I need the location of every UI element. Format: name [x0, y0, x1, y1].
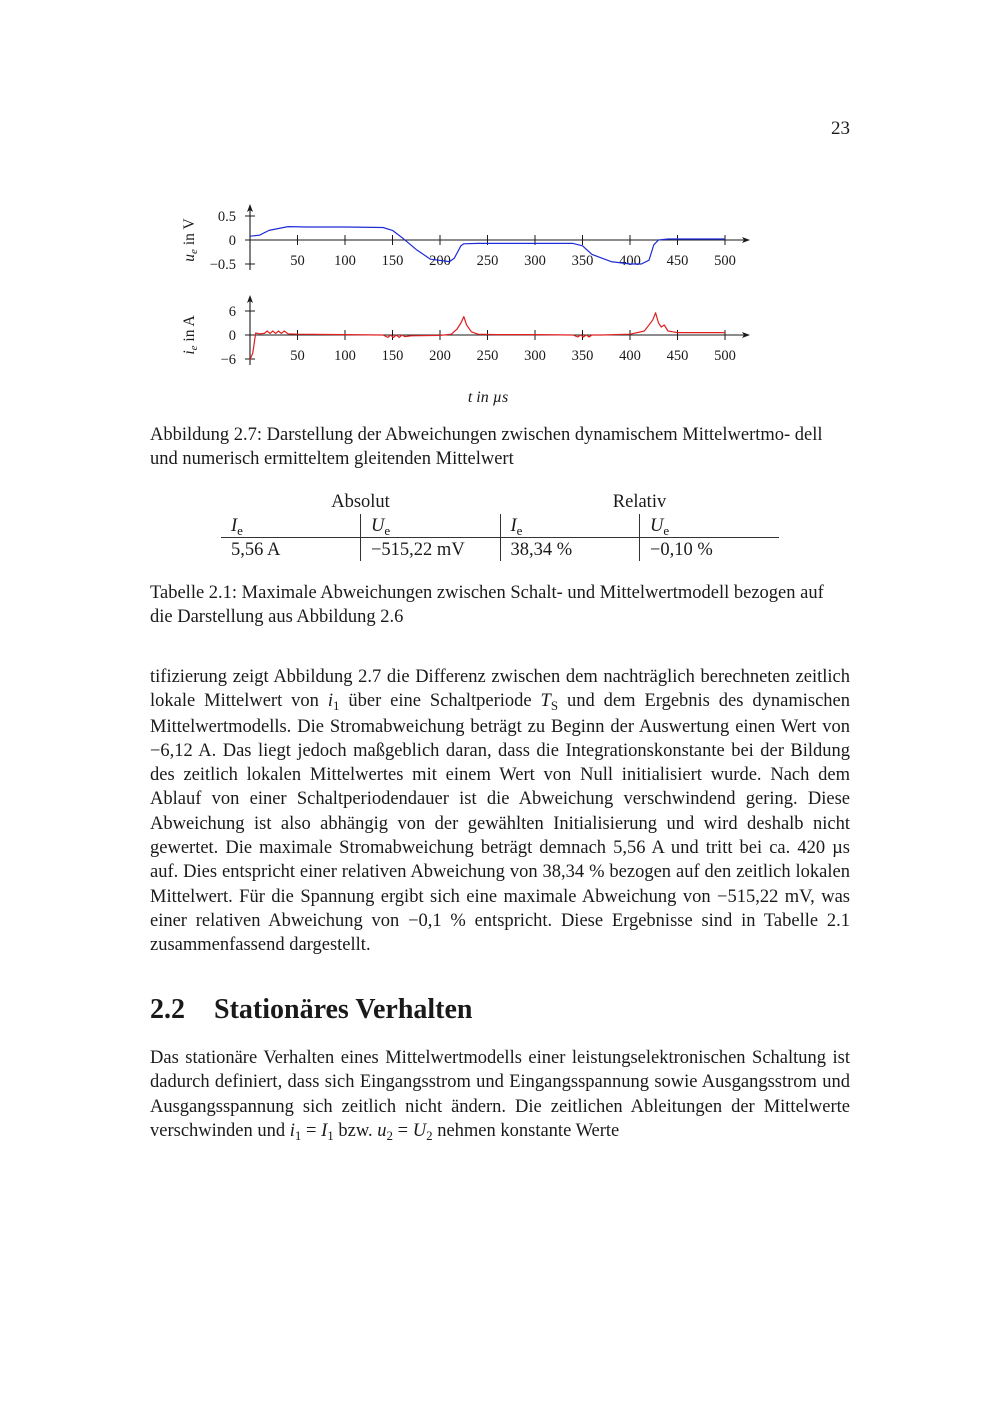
y-tick-label: 0	[228, 328, 236, 344]
deviation-table	[221, 490, 779, 561]
x-tick-label: 400	[619, 253, 641, 269]
x-tick-label: 250	[476, 348, 499, 364]
table-header-absolut: Absolut	[331, 491, 390, 512]
x-tick-label: 450	[666, 253, 689, 269]
body-paragraph: tifizierung zeigt Abbildung 2.7 die Differenz zwischen dem nachträglich berechneten zeitlich lokale Mittelwert von $i_1$ über eine Schaltperiode $T_S$ und dem Ergebnis des dynamischen Mittelwertmodells. Die Stromabweichung beträgt zu Beginn der Auswertung einen Wert von −6,12 A. Das liegt jedoch maßgeblich daran, dass die Integrationskonstante bei der Bildung des zeitlich lokalen Mittelwertes mit einem Wert von Null initialisiert wurde. Nach dem Ablauf von einer Schaltperiodendauer ist die Abweichung verschwindend gering. Diese Abweichung ist also abhängig von der gewählten Initialisierung und wird deshalb nicht gewertet. Die maximale Stromabweichung beträgt demnach 5,56 A und tritt bei ca. 420 µs auf. Dies entspricht einer relativen Abweichung von 38,34 % bezogen auf den zeitlich lokalen Mittelwert. Für die Spannung ergibt sich eine maximale Abweichung von −515,22 mV, was einer relativen Abweichung von −0,1 % entspricht. Diese Ergebnisse sind in Tabelle 2.1 zusammenfassend dargestellt.	[150, 667, 850, 956]
x-tick-label: 100	[334, 253, 356, 269]
table-cell: −0,10 %	[640, 538, 780, 562]
table-caption: Tabelle 2.1: Maximale Abweichungen zwischen Schalt- und Mittelwertmodell bezogen auf die Darstellung aus Abbildung 2.6	[150, 583, 824, 627]
table-cell: −515,22 mV	[361, 538, 501, 562]
x-tick-label: 500	[714, 253, 736, 269]
y-tick-label: 0.5	[217, 209, 236, 225]
y-axis-label: ie in A	[181, 315, 200, 355]
y-tick-label: 0	[228, 233, 236, 249]
page-number: 23	[831, 118, 850, 139]
y-tick-label: −6	[220, 352, 236, 368]
x-tick-label: 400	[619, 348, 641, 364]
table-cell: 5,56 A	[231, 540, 281, 560]
x-tick-label: 150	[381, 253, 404, 269]
figure-2-7	[170, 196, 770, 416]
x-tick-label: 100	[334, 348, 356, 364]
section-number: 2.2	[150, 994, 185, 1025]
deviation-chart	[170, 196, 770, 416]
x-tick-label: 50	[290, 253, 305, 269]
column-header: $I_e$	[500, 514, 640, 538]
y-tick-label: −0.5	[209, 257, 236, 273]
x-tick-label: 200	[429, 348, 451, 364]
table-header-relativ: Relativ	[612, 491, 667, 512]
ie-plot	[181, 295, 750, 368]
section-title: Stationäres Verhalten	[214, 994, 473, 1025]
x-tick-label: 150	[381, 348, 404, 364]
x-tick-label: 350	[571, 253, 594, 269]
column-header: $I_e$	[221, 514, 361, 538]
x-tick-label: 350	[571, 348, 594, 364]
body-paragraph: Das stationäre Verhalten eines Mittelwertmodells einer leistungselektronischen Schaltung ist dadurch definiert, dass sich Eingangsstrom und Eingangsspannung sowie Ausgangsstrom und Ausgangsspannung sich zeitlich nicht ändern. Die zeitlichen Ableitungen der Mittelwerte verschwinden und $i_1 = I_1$ bzw. $u_2 = U_2$ nehmen konstante Werte	[150, 1048, 850, 1143]
x-tick-label: 300	[524, 348, 546, 364]
y-axis-label: ue in V	[181, 218, 200, 262]
x-tick-label: 450	[666, 348, 689, 364]
figure-caption: Abbildung 2.7: Darstellung der Abweichungen zwischen dynamischem Mittelwertmo- dell und numerisch ermitteltem gleitenden Mittelwert	[150, 425, 823, 469]
y-tick-label: 6	[228, 304, 236, 320]
x-tick-label: 50	[290, 348, 305, 364]
x-axis-label: t in µs	[467, 389, 509, 406]
column-header: $U_e$	[361, 514, 501, 538]
table-cell: 38,34 %	[500, 538, 640, 562]
ue-plot	[181, 204, 750, 273]
x-tick-label: 300	[524, 253, 546, 269]
x-tick-label: 250	[476, 253, 499, 269]
x-tick-label: 200	[429, 253, 451, 269]
column-header: $U_e$	[640, 514, 780, 538]
section-heading	[150, 994, 473, 1026]
x-tick-label: 500	[714, 348, 736, 364]
